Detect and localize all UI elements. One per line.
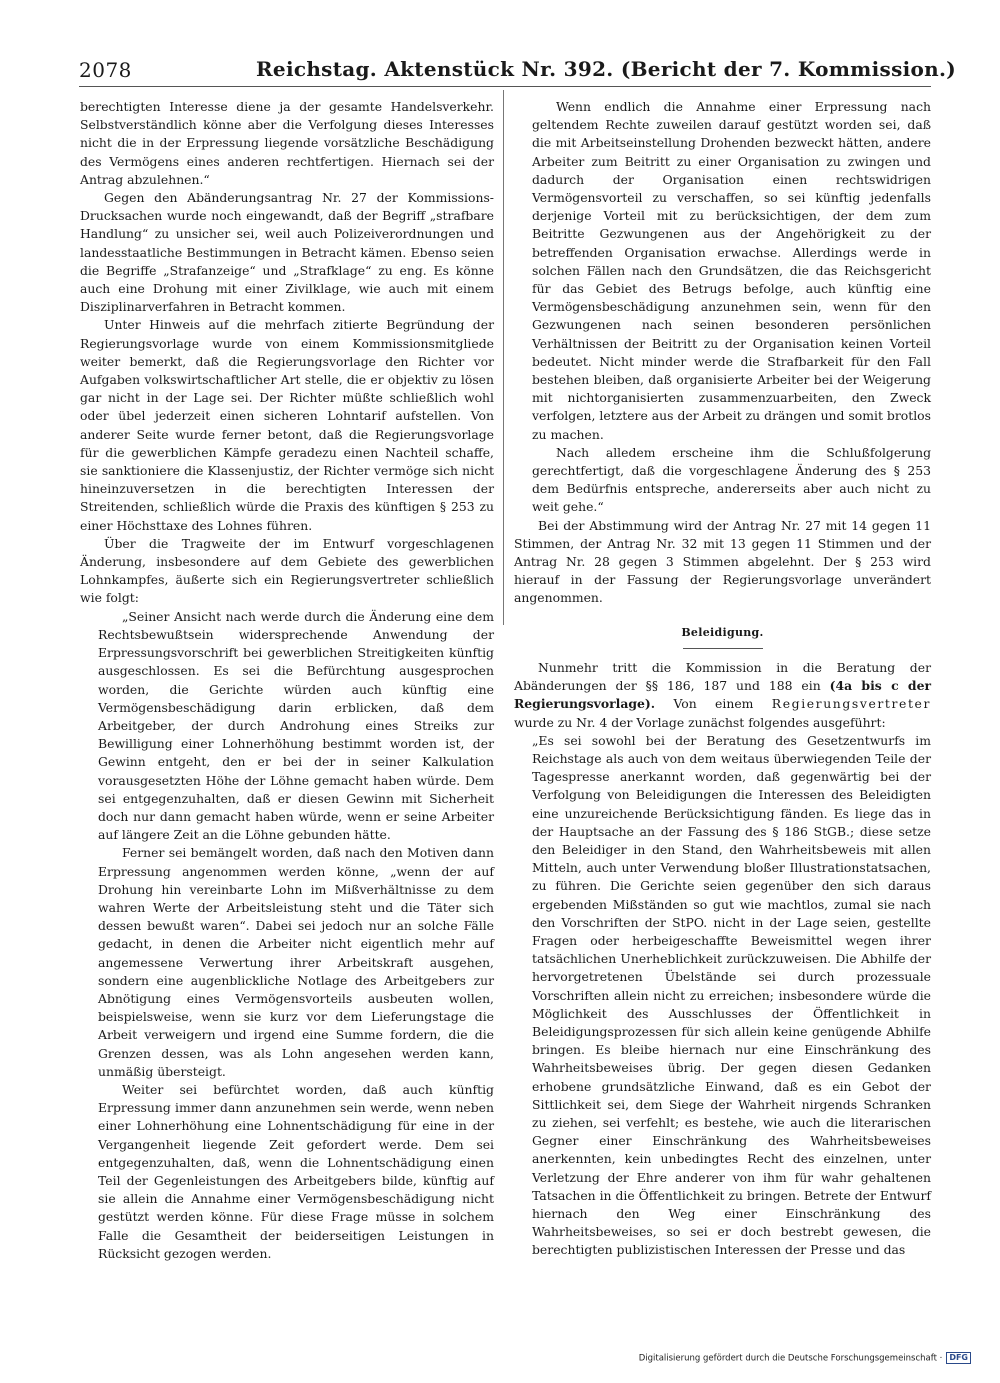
section-title: Beleidigung.: [681, 625, 764, 639]
bold-reference: (4a bis c der Regierungsvorlage).: [514, 678, 931, 712]
paragraph: berechtigten Interesse diene ja der gesamte Handelsverkehr. Selbstverständlich könne aber die Verfolgung dieses Interesses nicht die in der Erpressung liegende vorsätzliche Beschädigung des Vermögens eines anderen rechtfertigen. Hiernach sei der Antrag abzulehnen.“: [80, 99, 494, 187]
footer-text: Digitalisierung gefördert durch die Deutsche Forschungsgemeinschaft ·: [638, 1353, 943, 1364]
paragraph: Über die Tragweite der im Entwurf vorgeschlagenen Änderung, insbesondere auf dem Gebiete des gewerblichen Lohnkampfes, äußerte sich ein Regierungsvertreter schließlich wie folgt:: [80, 535, 494, 606]
paragraph: [514, 659, 931, 732]
quote-paragraph: „Es sei sowohl bei der Beratung des Gesetzentwurfs im Reichstage als auch von dem weitaus überwiegenden Teile der Tagespresse anerkannt worden, daß gegenwärtig bei der Verfolgung von Beleidigungen die Interessen des Beleidigten eine unzureichende Berücksichtigung fänden. Es liege das in der Hauptsache an der Fassung des § 186 StGB.; diese setze den Beleidiger in den Stand, den Wahrheitsbeweis mit allen Mitteln, auch unter Verwendung bloßer Illustrationstatsachen, zu führen. Die Gerichte seien gegenüber den sich daraus ergebenden Mißständen so gut wie machtlos, zumal sie nach den Vorschriften der StPO. nicht in der Lage seien, gestellte Fragen oder herbeigeschaffte Beweismittel wegen ihrer tatsächlichen Unerheblichkeit zurückzuweisen. Die Abhilfe der hervorgetretenen Übelstände sei durch prozessuale Vorschriften allein nicht zu erreichen; insbesondere würde die Möglichkeit des Ausschlusses der Öffentlichkeit in Beleidigungsprozessen für sich allein keine genügende Abhilfe bringen. Es bleibe hiernach nur eine Einschränkung des Wahrheitsbeweises übrig. Der gegen diesen Gedanken erhobene grundsätzliche Einwand, daß es ein Gebot der Sittlichkeit sei, dem Siege der Wahrheit nirgends Schranken zu ziehen, sei verfehlt; es bestehe, wie auch die literarischen Gegner einer Einschränkung des Wahrheitsbeweises anerkennten, kein unbedingtes Recht des einzelnen, unter Verletzung der Ehre anderer von ihm für wahr gehaltenen Tatsachen in die Öffentlichkeit zu bringen. Betrete der Entwurf hiernach den Weg einer Einschränkung des Wahrheitsbeweises, so sei er doch bestrebt gewesen, die berechtigten publizistischen Interessen der Presse und das: [532, 732, 931, 1258]
paragraph: Gegen den Abänderungsantrag Nr. 27 der Kommissions-Drucksachen wurde noch eingewandt, daß der Begriff „strafbare Handlung“ zu unsicher sei, weil auch Polizeiverordnungen und landesstaatliche Bestimmungen in Betracht kämen. Ebenso seien die Begriffe „Strafanzeige“ und „Strafklage“ zu eng. Es könne auch eine Drohung mit einer Zivilklage, wie auch mit einem Disziplinarverfahren in Betracht kommen.: [80, 190, 494, 315]
text-run: Nunmehr tritt die Kommission in die Beratung der Abänderungen der §§ 186, 187 und 188 ein: [514, 659, 931, 694]
quote-paragraph: „Seiner Ansicht nach werde durch die Änderung eine dem Rechtsbewußtsein widersprechende Anwendung der Erpressungsvorschrift bei gewerblichen Streitigkeiten künftig ausgeschlossen. Es sei die Befürchtung ausgesprochen worden, die Gerichte würden auch künftig eine Vermögensbeschädigung darin erblicken, daß dem Arbeitgeber, der durch Androhung eines Streiks zur Bewilligung einer Lohnerhöhung bestimmt worden ist, der Gewinn entgeht, den er bei der in seiner Kalkulation vorausgesetzten Höhe der Löhne gemacht haben würde. Dem sei entgegenzuhalten, daß er diesen Gewinn mit Sicherheit doch nur dann gemacht haben würde, wenn er seine Arbeiter auf längere Zeit an die Löhne gebunden hätte.: [98, 608, 494, 843]
text-run: Von einem: [655, 696, 772, 712]
right-column: [514, 98, 931, 1260]
column-divider: [503, 90, 504, 625]
quote-paragraph: Wenn endlich die Annahme einer Erpressung nach geltendem Rechte zuweilen darauf gestützt worden sei, daß die mit Arbeitseinstellung Drohenden bezweckt hätten, andere Arbeiter zum Beitritt zu einer Organisation zu zwingen und dadurch der Organisation einen rechtswidrigen Vermögensvorteil zu verschaffen, so sei künftig jedenfalls derjenige Vorteil mit zu berücksichtigen, der dem zum Beitritte Gezwungenen aus der Angehörigkeit zu der betreffenden Organisation erwachse. Allerdings werde in solchen Fällen nach den Grundsätzen, die das Reichsgericht für das Gebiet des Betrugs befolge, auch künftig eine Vermögensbeschädigung anzunehmen sein, wenn für den Gezwungenen nach seinen besonderen persönlichen Verhältnissen der Beitritt zu der Organisation keinen Vorteil bedeutet. Nicht minder werde die Strafbarkeit für den Fall bestehen bleiben, daß organisierte Arbeiter bei der Weigerung mit nichtorganisierten zusammenzuarbeiten, den Zweck verfolgen, letztere aus der Arbeit zu drängen und somit brotlos zu machen.: [532, 99, 931, 442]
paragraph: Unter Hinweis auf die mehrfach zitierte Begründung der Regierungsvorlage wurde von einem Kommissionsmitgliede weiter bemerkt, daß die Regierungsvorlage den Richter vor Aufgaben volkswirtschaftlicher Art stelle, die er objektiv zu lösen gar nicht in der Lage sei. Der Richter müßte schließlich wohl oder übel jederzeit einen sicheren Lohntarif aufstellen. Von anderer Seite wurde ferner betont, daß die Regierungsvorlage für die gewerblichen Kämpfe geradezu einen Nachteil schaffe, sie sanktioniere die Klassenjustiz, der Richter vermöge sich nicht hineinzuversetzen in die berechtigten Interessen der Streitenden, schließlich würde die Praxis des künftigen § 253 zu einer Höchsttaxe des Lohnes führen.: [80, 317, 494, 533]
section-rule: [683, 648, 763, 649]
quote-paragraph: Nach alledem erscheine ihm die Schlußfolgerung gerechtfertigt, daß die vorgeschlagene Änderung des § 253 dem Bedürfnis entspreche, andererseits aber auch nicht zu weit gehe.“: [532, 444, 931, 515]
paragraph: Bei der Abstimmung wird der Antrag Nr. 27 mit 14 gegen 11 Stimmen, der Antrag Nr. 32 mit 13 gegen 11 Stimmen und der Antrag Nr. 28 gegen 3 Stimmen abgelehnt. Der § 253 wird hierauf in der Fassung der Regierungsvorlage unverändert angenommen.: [514, 517, 931, 606]
quote-paragraph: Weiter sei befürchtet worden, daß auch künftig Erpressung immer dann anzunehmen sein werde, wenn neben einer Lohnerhöhung eine Lohnentschädigung für eine in der Vergangenheit liegende Zeit gefordert werde. Dem sei entgegenzuhalten, daß, wenn die Lohnentschädigung einen Teil der Gegenleistungen des Arbeitgebers bilde, künftig auf sie allein die Annahme einer Vermögensbeschädigung nicht gestützt werden könne. Für diese Frage müsse in solchem Falle die Gesamtheit der beiderseitigen Leistungen in Rücksicht gezogen werden.: [98, 1081, 494, 1261]
dfg-logo-icon: DFG: [946, 1352, 971, 1364]
text-run: wurde zu Nr. 4 der Vorlage zunächst folgendes ausgeführt:: [514, 714, 886, 730]
running-head: Reichstag. Aktenstück Nr. 392. (Bericht der 7. Kommission.): [256, 57, 957, 81]
quote-paragraph: Ferner sei bemängelt worden, daß nach den Motiven dann Erpressung angenommen werden könne, „wenn der auf Drohung hin vereinbarte Lohn im Mißverhältnisse zu dem wahren Werte der Arbeitsleistung steht und die Täter sich dessen bewußt waren“. Dabei sei jedoch nur an solche Fälle gedacht, in denen die Arbeiter nicht eigentlich mehr auf angemessene Verwertung ihrer Arbeitskraft ausgehen, sondern eine augenblickliche Notlage des Arbeitgebers zur Abnötigung eines Vermögensvorteils ausbeuten wollen, beispielsweise, wenn sie kurz vor dem Lieferungstage die Arbeit verweigern und irgend eine Summe fordern, die die Grenzen dessen, was als Lohn angesehen werden kann, unmäßig übersteigt.: [98, 845, 494, 1079]
page-number: 2078: [79, 58, 132, 82]
digitization-footer: [591, 1352, 971, 1364]
header-rule: [79, 86, 931, 87]
left-column: [80, 98, 494, 1263]
spaced-term: Regierungsvertreter: [771, 696, 931, 712]
